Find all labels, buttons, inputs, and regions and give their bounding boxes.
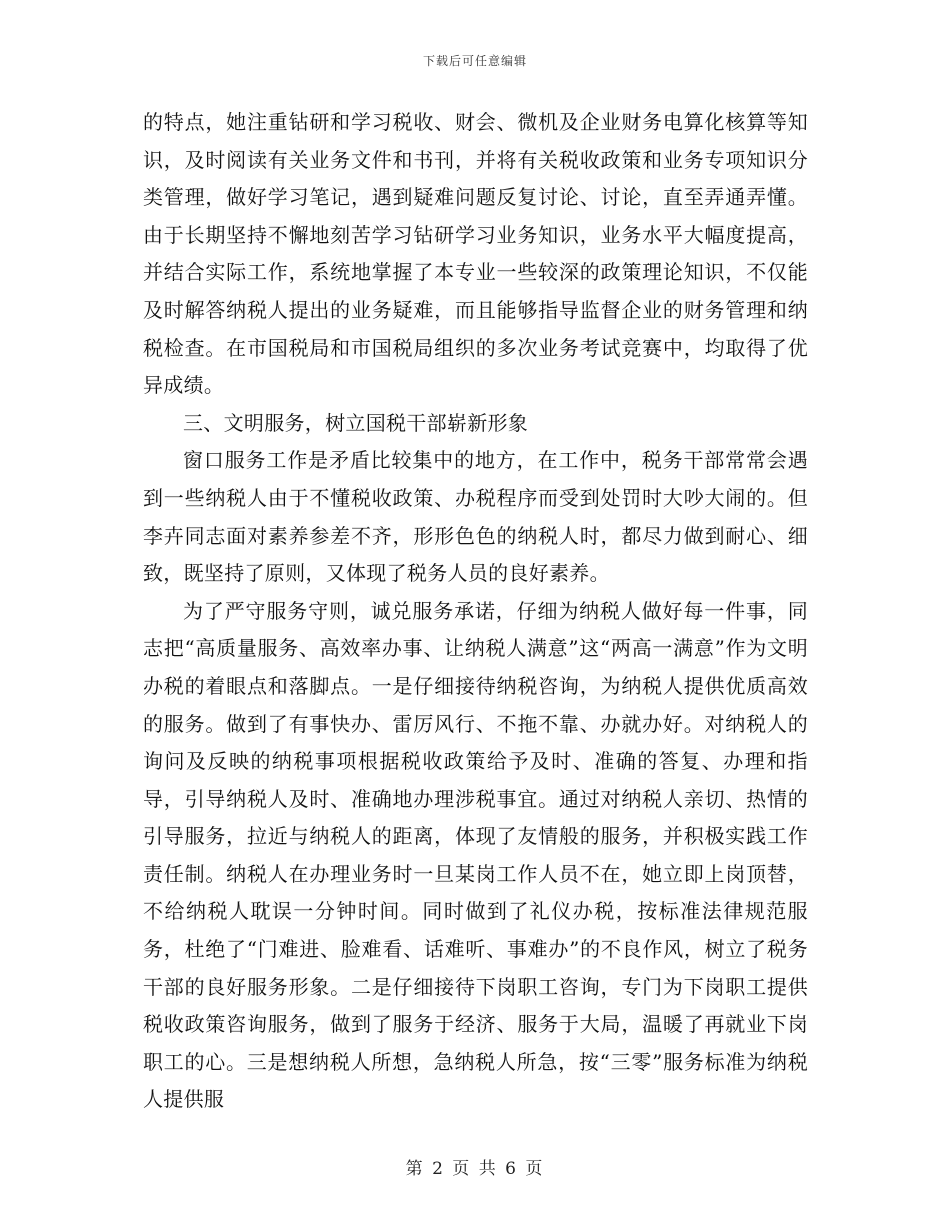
page-header: 下载后可任意编辑 xyxy=(422,54,527,68)
page-number-footer: 第 2 页 共 6 页 xyxy=(405,1159,545,1179)
document-body xyxy=(143,104,808,1119)
paragraph: 窗口服务工作是矛盾比较集中的地方，在工作中，税务干部常常会遇到一些纳税人由于不懂税收政策、办税程序而受到处罚时大吵大闹的。但李卉同志面对素养参差不齐，形形色色的纳税人时，都尽力做到耐心、细致，既坚持了原则，又体现了税务人员的良好素养。 xyxy=(143,448,808,586)
paragraph: 为了严守服务守则，诚兑服务承诺，仔细为纳税人做好每一件事，同志把“高质量服务、高效率办事、让纳税人满意”这“两高一满意”作为文明办税的着眼点和落脚点。一是仔细接待纳税咨询，为纳税人提供优质高效的服务。做到了有事快办、雷厉风行、不拖不靠、办就办好。对纳税人的询问及反映的纳税事项根据税收政策给予及时、准确的答复、办理和指导，引导纳税人及时、准确地办理涉税事宜。通过对纳税人亲切、热情的引导服务，拉近与纳税人的距离，体现了友情般的服务，并积极实践工作责任制。纳税人在办理业务时一旦某岗工作人员不在，她立即上岗顶替，不给纳税人耽误一分钟时间。同时做到了礼仪办税，按标准法律规范服务，杜绝了“门难进、脸难看、话难听、事难办”的不良作风，树立了税务干部的良好服务形象。二是仔细接待下岗职工咨询，专门为下岗职工提供税收政策咨询服务，做到了服务于经济、服务于大局，温暖了再就业下岗职工的心。三是想纳税人所想，急纳税人所急，按“三零”服务标准为纳税人提供服 xyxy=(143,598,808,1112)
paragraph-continuation: 的特点，她注重钻研和学习税收、财会、微机及企业财务电算化核算等知识，及时阅读有关业务文件和书刊，并将有关税收政策和业务专项知识分类管理，做好学习笔记，遇到疑难问题反复讨论、讨论，直至弄通弄懂。由于长期坚持不懈地刻苦学习钻研学习业务知识，业务水平大幅度提高，并结合实际工作，系统地掌握了本专业一些较深的政策理论知识，不仅能及时解答纳税人提出的业务疑难，而且能够指导监督企业的财务管理和纳税检查。在市国税局和市国税局组织的多次业务考试竞赛中，均取得了优异成绩。 xyxy=(143,110,808,398)
section-heading: 三、文明服务，树立国税干部崭新形象 xyxy=(183,410,529,435)
